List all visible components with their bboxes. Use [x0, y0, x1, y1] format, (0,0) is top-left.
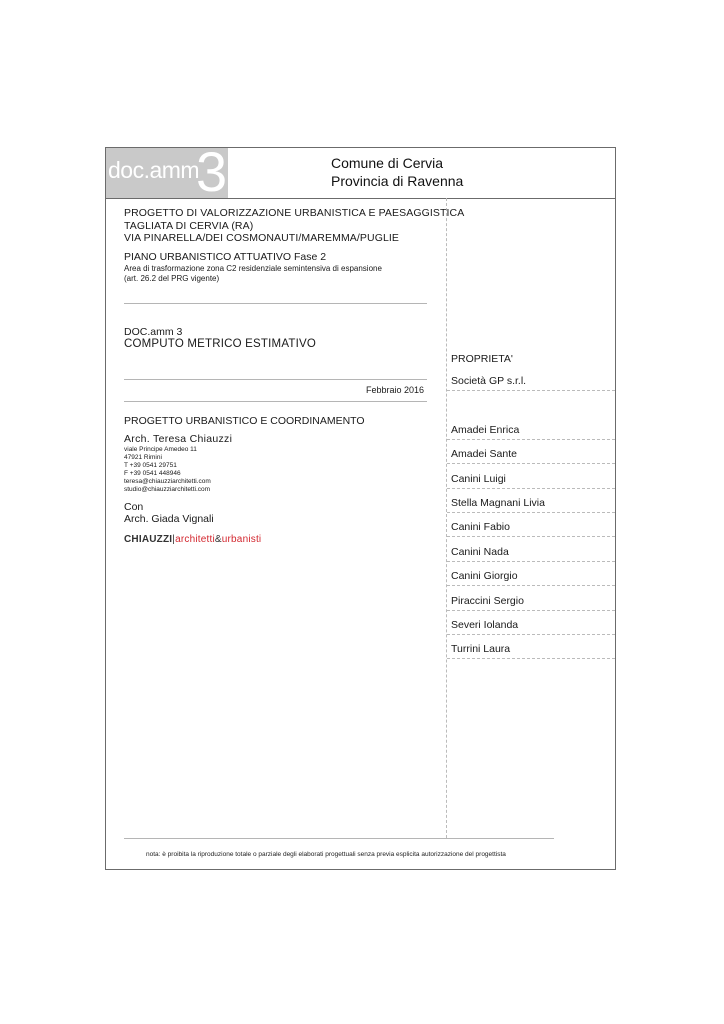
area-description: [124, 264, 382, 284]
footer-divider: [124, 838, 554, 839]
area-line-1: Area di trasformazione zona C2 residenziale semintensiva di espansione: [124, 264, 382, 273]
brand-architetti: architetti: [175, 534, 215, 545]
document-header: [106, 148, 615, 199]
project-title: [124, 207, 464, 245]
owner-item: [447, 611, 615, 635]
owner-name: Severi Iolanda: [451, 619, 519, 631]
provincia-name: Provincia di Ravenna: [331, 173, 464, 189]
owner-name: Turrini Laura: [451, 643, 511, 655]
piano-label: PIANO URBANISTICO ATTUATIVO Fase 2: [124, 251, 327, 263]
divider-2: [124, 379, 427, 380]
address-email-1: teresa@chiauzziarchitetti.com: [124, 478, 211, 485]
owner-name: Società GP s.r.l.: [451, 375, 527, 387]
divider-3: [124, 401, 427, 402]
owner-item: [447, 440, 615, 464]
municipality-block: [331, 154, 463, 190]
brand-name: CHIAUZZI: [124, 534, 173, 545]
owner-item: [447, 513, 615, 537]
studio-brand: [124, 534, 261, 545]
owner-name: Canini Fabio: [451, 521, 510, 533]
comune-name: Comune di Cervia: [331, 155, 444, 171]
owner-item: [447, 367, 615, 391]
architect-name: Arch. Teresa Chiauzzi: [124, 433, 233, 445]
divider-1: [124, 303, 427, 304]
address-email-2: studio@chiauzziarchitetti.com: [124, 486, 211, 493]
document-date: Febbraio 2016: [366, 385, 425, 395]
owner-item: [447, 538, 615, 562]
architect-address: [124, 446, 211, 494]
owner-name: Stella Magnani Livia: [451, 497, 545, 509]
document-sheet: [105, 147, 616, 870]
owners-title: PROPRIETA': [451, 353, 513, 365]
owner-name: Amadei Enrica: [451, 424, 520, 436]
document-code: DOC.amm 3: [124, 326, 183, 338]
owner-item: [447, 587, 615, 611]
logo-text: doc.amm: [108, 157, 200, 183]
document-title: COMPUTO METRICO ESTIMATIVO: [124, 338, 316, 350]
address-fax: F +39 0541 448946: [124, 470, 181, 477]
brand-urbanisti: urbanisti: [221, 534, 262, 545]
owner-item: [447, 465, 615, 489]
owner-item: [447, 416, 615, 440]
owner-item: [447, 635, 615, 659]
doc-logo: [106, 148, 228, 198]
address-city: 47921 Rimini: [124, 454, 162, 461]
area-line-2: (art. 26.2 del PRG vigente): [124, 274, 220, 283]
logo-number: 3: [196, 148, 228, 198]
architect2-name: Arch. Giada Vignali: [124, 513, 214, 525]
brand-ampersand: &: [214, 534, 222, 545]
owner-name: Canini Luigi: [451, 473, 506, 485]
owner-name: Amadei Sante: [451, 448, 517, 460]
owner-name: Canini Nada: [451, 546, 509, 558]
project-line-2: TAGLIATA DI CERVIA (RA): [124, 219, 254, 232]
footer-note: nota: è proibita la riproduzione totale o parziale degli elaborati progettuali senza previa esplicita autorizzazione del progettista: [146, 851, 506, 858]
owner-name: Canini Giorgio: [451, 570, 518, 582]
owner-item: [447, 562, 615, 586]
owner-name: Piraccini Sergio: [451, 595, 524, 607]
with-label: Con: [124, 501, 144, 513]
owner-item: [447, 489, 615, 513]
project-line-1: PROGETTO DI VALORIZZAZIONE URBANISTICA E PAESAGGISTICA: [124, 207, 465, 219]
brand-separator: |: [172, 534, 176, 545]
address-street: viale Principe Amedeo 11: [124, 446, 197, 453]
address-phone: T +39 0541 29751: [124, 462, 177, 469]
design-heading: PROGETTO URBANISTICO E COORDINAMENTO: [124, 415, 365, 427]
project-line-3: VIA PINARELLA/DEI COSMONAUTI/MAREMMA/PUGLIE: [124, 232, 400, 244]
